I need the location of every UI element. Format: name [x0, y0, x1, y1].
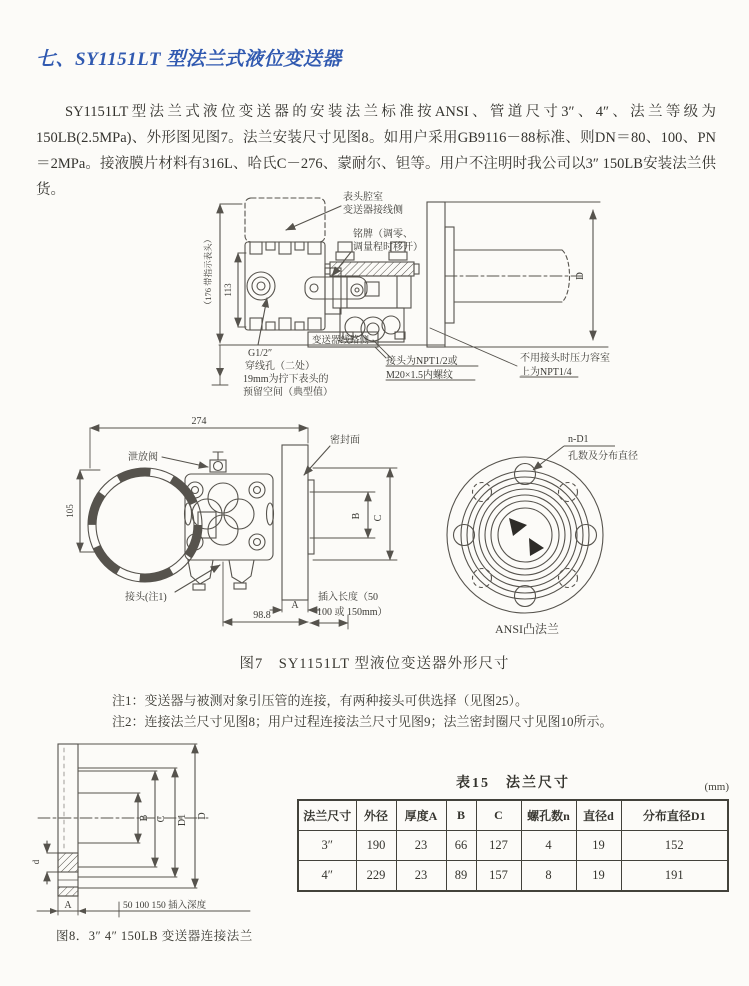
intro-paragraph: SY1151LT型法兰式液位变送器的安装法兰标准按ANSI、管道尺寸3″、4″、法兰等级为150LB(2.5MPa)、外形图见图7。法兰安装尺寸见图8。如用户采用GB9116－88标准、则DN＝80、100、PN＝2MPa。接液膜片材料有316L、哈氏C－276、蒙耐尔、钽等。用户不注明时我公司以3″ 150LB安装法兰供货。 [36, 103, 716, 198]
dim-105-label: 105 [65, 504, 75, 518]
dim-d-label: D [574, 272, 586, 280]
table15-header-row [297, 772, 729, 796]
col-header-outer-diameter: 外径 [356, 800, 396, 831]
circuit-side-label: 变送器线路侧 [312, 336, 370, 346]
cell-diameter-d: 19 [576, 831, 621, 861]
dim-274-label: 274 [191, 416, 207, 427]
fig8-dim-b-label: B [139, 814, 150, 822]
dim-176-label: （176 带指示表头） [203, 234, 213, 310]
cell-b: 66 [446, 831, 476, 861]
cell-bolt-holes-n: 8 [521, 861, 576, 892]
col-header-flange-size: 法兰尺寸 [298, 800, 356, 831]
cell-outer-diameter: 229 [356, 861, 396, 892]
table15-block [297, 772, 729, 892]
cell-c: 157 [476, 861, 521, 892]
g12-label-1: G1/2″ [248, 348, 273, 359]
cell-pitch-diameter-d1: 152 [621, 831, 728, 861]
cell-bolt-holes-n: 4 [521, 831, 576, 861]
figure7-caption: 图7 SY1151LT 型液位变送器外形尺寸 [239, 656, 510, 672]
no-connector-label-1: 不用接头时压力容室 [520, 353, 610, 364]
cell-flange-size: 4″ [298, 861, 356, 892]
flange-size-table [297, 799, 729, 892]
table-header-row [298, 800, 728, 831]
section-title: 七、SY1151LT 型法兰式液位变送器 [36, 49, 342, 70]
joint-note-label: 接头(注1) [125, 592, 167, 603]
col-header-b: B [446, 800, 476, 831]
vent-valve-label: 泄放阀 [128, 452, 158, 463]
fig8-dim-d-small-label: d [31, 859, 41, 865]
table-row [298, 831, 728, 861]
n-d1-label: n-D1 [568, 434, 589, 445]
dim-988-label: 98.8 [253, 610, 271, 621]
g12-label-2: 穿线孔（二处） [245, 361, 315, 372]
nameplate-label-2: 调量程时移开） [353, 242, 423, 253]
figure7-notes [112, 690, 613, 732]
fig8-dim-d-label: D [197, 812, 208, 820]
g12-label-4: 预留空间（典型值） [243, 387, 333, 398]
fig8-dim-c-label: C [156, 815, 167, 823]
col-header-bolt-holes-n: 螺孔数n [521, 800, 576, 831]
table15-unit-label: (mm) [704, 781, 729, 793]
insert-length-label-1: 插入长度（50 [318, 592, 378, 603]
cell-b: 89 [446, 861, 476, 892]
cell-flange-size: 3″ [298, 831, 356, 861]
g12-label-3: 19mm为拧下表头的 [243, 374, 329, 385]
cell-outer-diameter: 190 [356, 831, 396, 861]
dim-b-label: B [351, 512, 362, 520]
ansi-flange-label: ANSI凸法兰 [495, 622, 560, 636]
figure8-caption: 图8．3″ 4″ 150LB 变送器连接法兰 [56, 929, 253, 943]
col-header-c: C [476, 800, 521, 831]
note-2: 注2：连接法兰尺寸见图8；用户过程连接法兰尺寸见图9；法兰密封圈尺寸见图10所示。 [112, 714, 613, 729]
table-row [298, 861, 728, 892]
note-1: 注1：变送器与被测对象引压管的连接，有两种接头可供选择（见图25）。 [112, 693, 529, 708]
ansi-flange-view [447, 446, 615, 613]
dim-a-label: A [291, 600, 299, 611]
fig8-dim-d1-label: D1 [177, 813, 188, 827]
figure7-labels [65, 190, 638, 636]
figure7-drawing [30, 180, 730, 650]
col-header-diameter-d: 直径d [576, 800, 621, 831]
cell-pitch-diameter-d1: 191 [621, 861, 728, 892]
npt-label-1: 接头为NPT1/2或 [386, 356, 458, 367]
head-chamber-label: 表头腔室 [343, 192, 383, 203]
dim-c-label: C [373, 514, 384, 522]
cell-thickness-a: 23 [396, 861, 446, 892]
cell-diameter-d: 19 [576, 861, 621, 892]
holes-diameter-label: 孔数及分布直径 [568, 451, 638, 462]
nameplate-label-1: 铭牌（调零、 [353, 229, 413, 240]
col-header-pitch-diameter-d1: 分布直径D1 [621, 800, 728, 831]
insert-length-label-2: 100 或 150mm） [317, 607, 388, 618]
fig8-insert-depth-label: 50 100 150 插入深度 [123, 901, 207, 911]
no-connector-label-2: 上为NPT1/4 [520, 367, 572, 378]
wiring-side-label: 变送器接线侧 [343, 205, 403, 216]
cell-thickness-a: 23 [396, 831, 446, 861]
npt-label-2: M20×1.5内螺纹 [386, 370, 454, 381]
col-header-thickness-a: 厚度A [396, 800, 446, 831]
cell-c: 127 [476, 831, 521, 861]
fig8-dim-a-label: A [64, 900, 72, 911]
flange-cross-section [37, 744, 250, 917]
seal-face-label: 密封面 [330, 435, 360, 446]
table15-title: 表15 法兰尺寸 [456, 776, 570, 791]
dim-113-label: 113 [223, 283, 233, 297]
